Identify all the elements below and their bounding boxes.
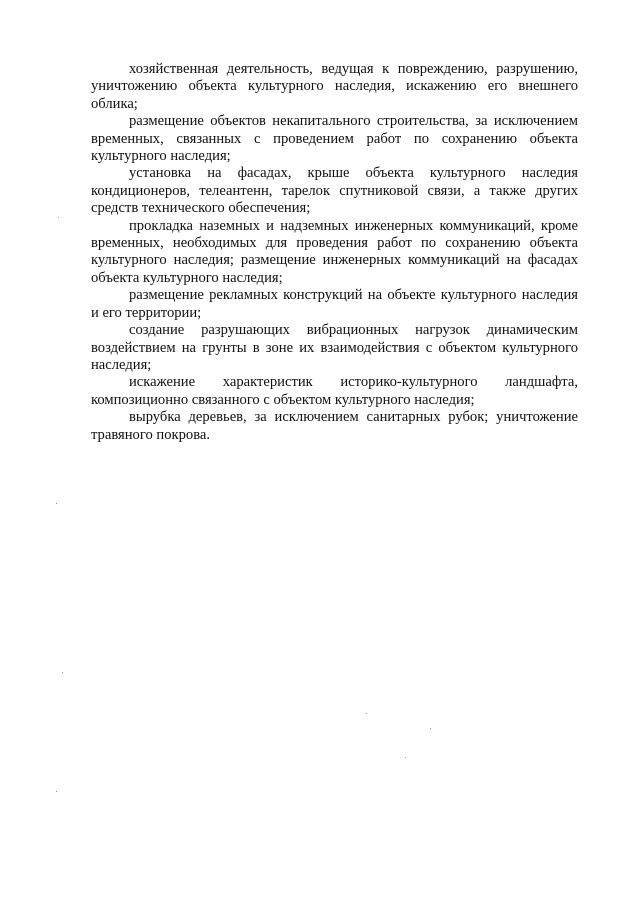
- paragraph-advertising-structures: размещение рекламных конструкций на объекте культурного наследия и его территории;: [91, 287, 578, 321]
- paragraph-facade-equipment: установка на фасадах, крыше объекта культурного наследия кондиционеров, телеантенн, тарелок спутниковой связи, а также других средств технического обеспечения;: [91, 165, 578, 217]
- paragraph-temporary-structures: размещение объектов некапитального строительства, за исключением временных, связанных с проведением работ по сохранению объекта культурного наследия;: [91, 113, 578, 165]
- paragraph-tree-felling: вырубка деревьев, за исключением санитарных рубок; уничтожение травяного покрова.: [91, 409, 578, 443]
- paragraph-economic-activity: хозяйственная деятельность, ведущая к повреждению, разрушению, уничтожению объекта культурного наследия, искажению его внешнего облика;: [91, 61, 578, 112]
- scan-speck: [58, 217, 59, 218]
- scan-speck: [430, 728, 431, 729]
- scan-speck: [56, 791, 57, 792]
- paragraph-landscape-distortion: искажение характеристик историко-культурного ландшафта, композиционно связанного с объектом культурного наследия;: [91, 374, 578, 408]
- paragraph-vibration-loads: создание разрушающих вибрационных нагрузок динамическим воздействием на грунты в зоне их взаимодействия с объектом культурного наследия;: [91, 322, 578, 373]
- scan-speck: [56, 503, 57, 504]
- paragraph-engineering-communications: прокладка наземных и надземных инженерных коммуникаций, кроме временных, необходимых для проведения работ по сохранению объекта культурного наследия; размещение инженерных коммуникаций на фасадах объекта культурного наследия;: [91, 217, 578, 286]
- scan-speck: [62, 672, 63, 673]
- scan-speck: [405, 757, 406, 758]
- document-body: [91, 61, 578, 444]
- scan-speck: [366, 713, 367, 714]
